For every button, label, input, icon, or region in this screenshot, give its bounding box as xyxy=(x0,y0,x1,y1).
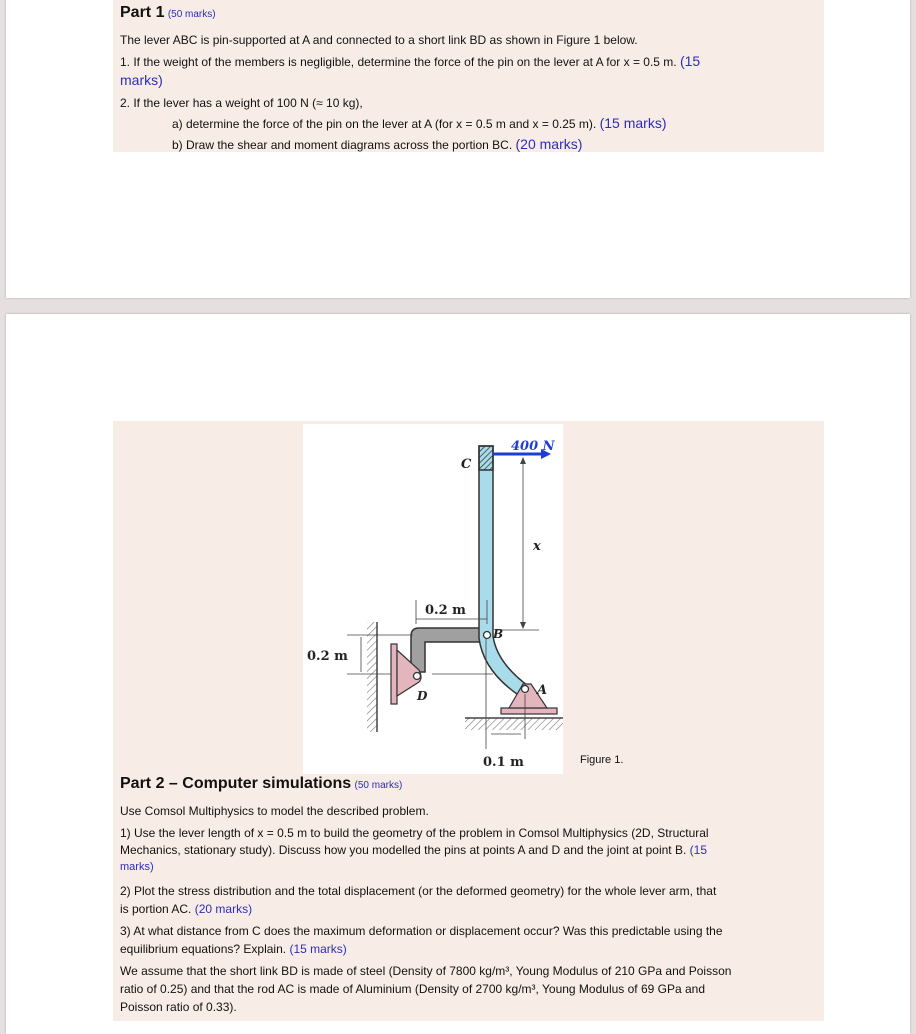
part2-assume-line2: ratio of 0.25) and that the rod AC is made of Aluminium (Density of 2700 kg/m³, Young Modulus of 69 GPa and xyxy=(120,982,706,996)
part2-q1-marks: (15 xyxy=(689,843,708,857)
label-a: A xyxy=(537,683,548,698)
label-dim-bottom: 0.1 m xyxy=(483,755,524,770)
lever-diagram xyxy=(303,424,563,774)
part2-q2-line2 xyxy=(120,902,252,917)
pin-d xyxy=(414,673,421,680)
pin-a xyxy=(522,686,529,693)
part1-q2b-text: b) Draw the shear and moment diagrams across the portion BC. xyxy=(172,138,513,152)
label-force: 400 N xyxy=(511,439,555,454)
part2-intro: Use Comsol Multiphysics to model the described problem. xyxy=(120,804,429,818)
label-b: B xyxy=(493,627,504,641)
part2-q3-marks: (15 marks) xyxy=(289,942,347,956)
part1-question-2b xyxy=(172,137,582,153)
lever-grip xyxy=(479,446,493,470)
label-x: x xyxy=(533,539,541,554)
part1-q1-text: 1. If the weight of the members is negligible, determine the force of the pin on the lever at A for x = 0.5 m. xyxy=(120,55,677,69)
part2-assume-line3: Poisson ratio of 0.33). xyxy=(120,1000,237,1014)
part2-assume-line1: We assume that the short link BD is made of steel (Density of 7800 kg/m³, Young Modulus of 210 GPa and Poisson xyxy=(120,964,732,978)
label-dim-vertical: 0.2 m xyxy=(307,649,348,664)
link-bd xyxy=(411,628,489,672)
part2-q1-text: Mechanics, stationary study). Discuss how you modelled the pins at points A and D and the joint at point B. xyxy=(120,843,687,857)
part1-q1-marks-cont: marks) xyxy=(120,72,163,88)
part1-marks: (50 marks) xyxy=(167,9,216,20)
label-dim-horizontal: 0.2 m xyxy=(425,603,466,618)
part2-q1-line2 xyxy=(120,843,707,858)
part2-heading xyxy=(120,776,402,793)
part1-q2b-marks: (20 marks) xyxy=(515,136,583,152)
part2-q1-marks-cont: marks) xyxy=(120,861,154,873)
pin-b xyxy=(484,632,491,639)
document-page-2 xyxy=(6,314,910,1034)
figure-caption: Figure 1. xyxy=(580,754,624,766)
part2-q2-line1: 2) Plot the stress distribution and the total displacement (or the deformed geometry) for the whole lever arm, that xyxy=(120,884,717,898)
part1-question-2: 2. If the lever has a weight of 100 N (≈ 10 kg), xyxy=(120,96,363,110)
part1-heading xyxy=(120,5,216,22)
part1-question-1 xyxy=(120,54,700,70)
part1-q2a-marks: (15 marks) xyxy=(599,115,667,131)
part1-q1-marks: (15 xyxy=(679,53,701,69)
document-page-1 xyxy=(6,0,910,298)
part1-question-2a xyxy=(172,116,666,132)
label-d: D xyxy=(417,689,428,703)
part2-q2-marks: (20 marks) xyxy=(194,902,253,916)
part2-title: Part 2 – Computer simulations xyxy=(120,775,352,792)
part2-q1-line1: 1) Use the lever length of x = 0.5 m to build the geometry of the problem in Comsol Multiphysics (2D, Structural xyxy=(120,826,709,840)
figure-1 xyxy=(303,424,563,774)
part2-q3-line1: 3) At what distance from C does the maximum deformation or displacement occur? Was this predictable using the xyxy=(120,924,723,938)
part2-q3-line2 xyxy=(120,942,347,957)
part1-q2a-text: a) determine the force of the pin on the lever at A (for x = 0.5 m and x = 0.25 m). xyxy=(172,117,597,131)
part1-intro: The lever ABC is pin-supported at A and connected to a short link BD as shown in Figure 1 below. xyxy=(120,33,638,47)
part2-marks: (50 marks) xyxy=(354,780,403,791)
part2-q3-text: equilibrium equations? Explain. xyxy=(120,942,287,956)
ground-hatch xyxy=(465,718,563,730)
part1-title: Part 1 xyxy=(120,4,165,21)
wall-hatch xyxy=(367,622,377,732)
label-c: C xyxy=(461,457,472,472)
part2-q2-text: is portion AC. xyxy=(120,902,192,916)
